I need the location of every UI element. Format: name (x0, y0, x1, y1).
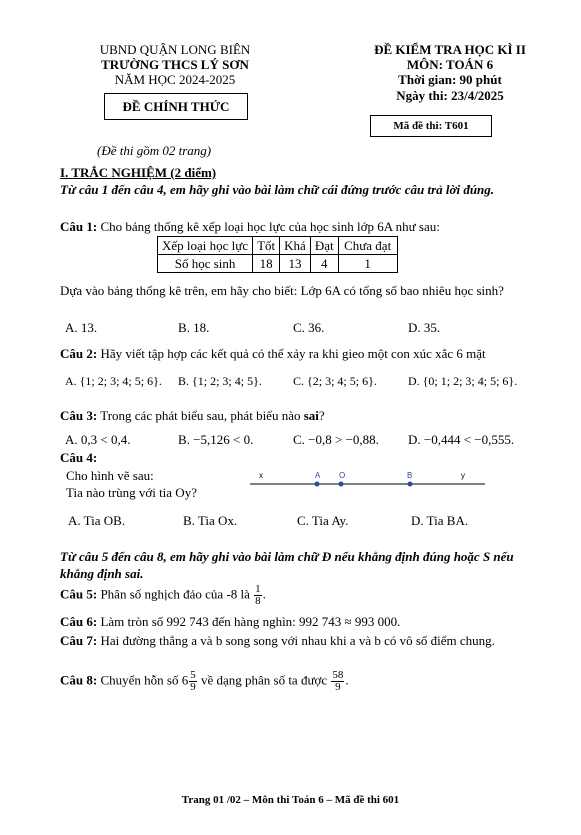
question-1 (60, 219, 440, 235)
option-c: C. {2; 3; 4; 5; 6}. (293, 374, 377, 388)
question-3 (60, 408, 325, 424)
option-d: D. Tia BA. (411, 513, 469, 528)
table-header-cell: Chưa đạt (338, 237, 397, 255)
question-8 (60, 670, 349, 693)
question-end: . (345, 672, 349, 688)
question-text: Phân số nghịch đảo của -8 là (100, 586, 250, 602)
table-cell: 13 (280, 255, 311, 273)
option-a: A. 13. (65, 320, 98, 335)
fraction-numerator: 58 (332, 669, 344, 681)
table-cell: 1 (338, 255, 397, 273)
question-7 (60, 632, 530, 649)
label-o: O (339, 471, 346, 480)
question-4-line2: Tia nào trùng với tia Oy? (66, 485, 197, 500)
question-1-ask: Dựa vào bảng thống kê trên, em hãy cho biết: Lớp 6A có tổng số bao nhiêu học sinh? (60, 283, 504, 298)
exam-code: Mã đề thi: T601 (370, 115, 492, 137)
question-text: Hai đường thẳng a và b song song với nhau khi a và b có vô số điểm chung. (100, 633, 495, 648)
question-label: Câu 7: (60, 633, 98, 648)
point-a (315, 482, 320, 487)
ray-figure (245, 468, 490, 492)
question-6 (60, 614, 400, 630)
label-a: A (315, 471, 321, 480)
section-title: I. TRẮC NGHIỆM (2 điểm) (60, 165, 217, 180)
exam-date: Ngày thi: 23/4/2025 (396, 88, 504, 103)
option-b: B. {1; 2; 3; 4; 5}. (178, 374, 262, 388)
school-year: NĂM HỌC 2024-2025 (114, 72, 236, 87)
point-b (408, 482, 413, 487)
question-text: Làm tròn số 992 743 đến hàng nghìn: 992 743 ≈ 993 000. (100, 614, 401, 629)
label-x: x (259, 471, 263, 480)
question-text-2: về dạng phân số ta được (200, 672, 328, 688)
question-emphasis: sai (303, 408, 319, 423)
fraction-numerator: 5 (190, 669, 196, 681)
fraction-numerator: 1 (255, 583, 261, 595)
exam-title: ĐỀ KIỂM TRA HỌC KÌ II (374, 42, 526, 57)
fraction-denominator: 9 (335, 681, 341, 693)
option-a: A. 0,3 < 0,4. (65, 432, 131, 447)
point-o (339, 482, 344, 487)
question-2 (60, 346, 486, 362)
question-end: ? (318, 408, 325, 423)
option-c: C. −0,8 > −0,88. (293, 432, 379, 447)
label-y: y (461, 471, 465, 480)
table-row (158, 237, 398, 255)
mixed-whole: 6 (181, 672, 189, 688)
question-text: Trong các phát biểu sau, phát biểu nào (100, 408, 301, 423)
label-b: B (407, 471, 413, 480)
option-b: B. 18. (178, 320, 210, 335)
option-b: B. Tia Ox. (183, 513, 238, 528)
option-c: C. Tia Ay. (297, 513, 349, 528)
question-5 (60, 584, 266, 607)
school-name: TRƯỜNG THCS LÝ SƠN (101, 57, 249, 72)
district-name: UBND QUẬN LONG BIÊN (99, 42, 251, 57)
question-label: Câu 3: (60, 408, 98, 423)
option-a: A. Tia OB. (68, 513, 126, 528)
question-label: Câu 6: (60, 614, 98, 629)
question-text: Hãy viết tập hợp các kết quả có thể xảy ra khi gieo một con xúc xắc 6 mặt (100, 346, 486, 361)
question-end: . (262, 586, 266, 602)
table-header-cell: Khá (280, 237, 311, 255)
exam-subject: MÔN: TOÁN 6 (406, 57, 494, 72)
section-instruction: Từ câu 1 đến câu 4, em hãy ghi vào bài làm chữ cái đứng trước câu trả lời đúng. (60, 182, 495, 197)
question-4-line1: Cho hình vẽ sau: (66, 468, 154, 483)
option-b: B. −5,126 < 0. (178, 432, 254, 447)
question-text: Cho bảng thống kê xếp loại học lực của học sinh lớp 6A như sau: (100, 219, 440, 234)
official-badge: ĐỀ CHÍNH THỨC (104, 93, 248, 120)
table-cell: 18 (253, 255, 280, 273)
question-text: Chuyển hỗn số (100, 672, 179, 688)
table-cell: Số học sinh (158, 255, 253, 273)
question-4-label: Câu 4: (60, 450, 98, 465)
option-c: C. 36. (293, 320, 325, 335)
section-instruction-2: Từ câu 5 đến câu 8, em hãy ghi vào bài làm chữ Đ nếu khẳng định đúng hoặc S nếu khẳng định sai. (60, 549, 514, 581)
question-label: Câu 5: (60, 586, 98, 602)
option-d: D. 35. (408, 320, 441, 335)
option-a: A. {1; 2; 3; 4; 5; 6}. (65, 374, 162, 388)
fraction (254, 584, 262, 607)
table-cell: 4 (310, 255, 338, 273)
option-d: D. −0,444 < −0,555. (408, 432, 515, 447)
pages-note: (Đề thi gồm 02 trang) (97, 143, 212, 158)
option-d: D. {0; 1; 2; 3; 4; 5; 6}. (408, 374, 518, 388)
stats-table (157, 236, 398, 273)
fraction-denominator: 9 (190, 681, 196, 693)
table-header-cell: Tốt (253, 237, 280, 255)
fraction-denominator: 8 (255, 595, 261, 607)
fraction-result (331, 670, 344, 693)
fraction (189, 670, 197, 693)
question-label: Câu 2: (60, 346, 98, 361)
table-header-cell: Đạt (310, 237, 338, 255)
table-row (158, 255, 398, 273)
exam-time: Thời gian: 90 phút (398, 72, 502, 87)
table-header-cell: Xếp loại học lực (158, 237, 253, 255)
page-footer: Trang 01 /02 – Môn thi Toán 6 – Mã đề thi 601 (181, 794, 400, 806)
question-label: Câu 8: (60, 672, 98, 688)
question-label: Câu 1: (60, 219, 98, 234)
